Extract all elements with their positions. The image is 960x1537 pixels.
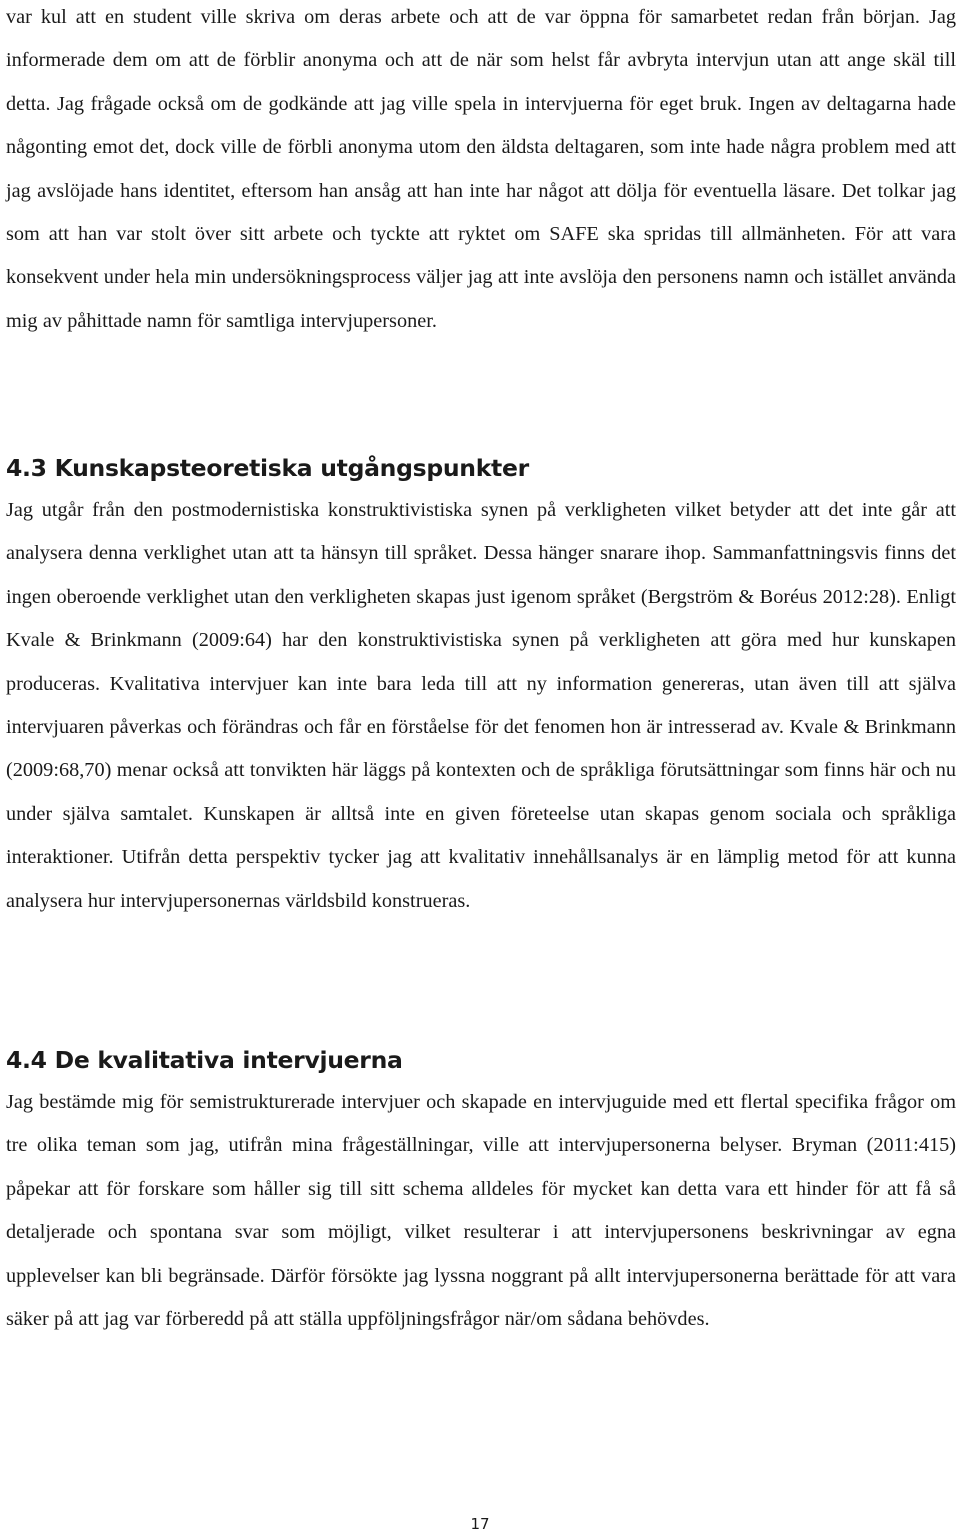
- section-heading: 4.4 De kvalitativa intervjuerna: [6, 1046, 403, 1074]
- page-number: 17: [470, 1515, 490, 1533]
- body-paragraph: Jag utgår från den postmodernistiska konstruktivistiska synen på verkligheten vilket betyder att det inte går att analysera denna verklighet utan att ta hänsyn till språket. Dessa hänger snarare ihop. Sammanfattningsvis finns det ingen oberoende verklighet utan den verkligheten skapas just igenom språket (Bergström & Boréus 2012:28). Enligt Kvale & Brinkmann (2009:64) har den konstruktivistiska synen på verkligheten att göra med hur kunskapen produceras. Kvalitativa intervjuer kan inte bara leda till att ny information genereras, utan även till att själva intervjuaren påverkas och förändras och får en förståelse för det fenomen hon är intresserad av. Kvale & Brinkmann (2009:68,70) menar också att tonvikten här läggs på kontexten och de språkliga förutsättningar som finns här och nu under själva samtalet. Kunskapen är alltså inte en given företeelse utan skapas genom sociala och språkliga interaktioner. Utifrån detta perspektiv tycker jag att kvalitativ innehållsanalys är en lämplig metod för att kunna analysera hur intervjupersonernas världsbild konstrueras.: [6, 499, 956, 912]
- body-paragraph: var kul att en student ville skriva om deras arbete och att de var öppna för samarbetet redan från början. Jag informerade dem om att de förblir anonyma och att de när som helst får avbryta intervjun utan att ange skäl till detta. Jag frågade också om de godkände att jag ville spela in intervjuerna för eget bruk. Ingen av deltagarna hade någonting emot det, dock ville de förbli anonyma utom den äldsta deltagaren, som inte hade några problem med att jag avslöjade hans identitet, eftersom han ansåg att han inte har något att dölja för eventuella läsare. Det tolkar jag som att han var stolt över sitt arbete och tyckte att ryktet om SAFE ska spridas till allmänheten. För att vara konsekvent under hela min undersökningsprocess väljer jag att inte avslöja den personens namn och istället använda mig av påhittade namn för samtliga intervjupersoner.: [6, 6, 956, 332]
- body-paragraph: Jag bestämde mig för semistrukturerade intervjuer och skapade en intervjuguide med ett flertal specifika frågor om tre olika teman som jag, utifrån mina frågeställningar, ville att intervjupersonerna belyser. Bryman (2011:415) påpekar att för forskare som håller sig till sitt schema alldeles för mycket kan detta vara ett hinder för att få så detaljerade och spontana svar som möjligt, vilket resulterar i att intervjupersonens beskrivningar av egna upplevelser kan bli begränsade. Därför försökte jag lyssna noggrant på allt intervjupersonerna berättade för att vara säker på att jag var förberedd på att ställa uppföljningsfrågor när/om sådana behövdes.: [6, 1091, 956, 1331]
- section-heading: 4.3 Kunskapsteoretiska utgångspunkter: [6, 454, 529, 482]
